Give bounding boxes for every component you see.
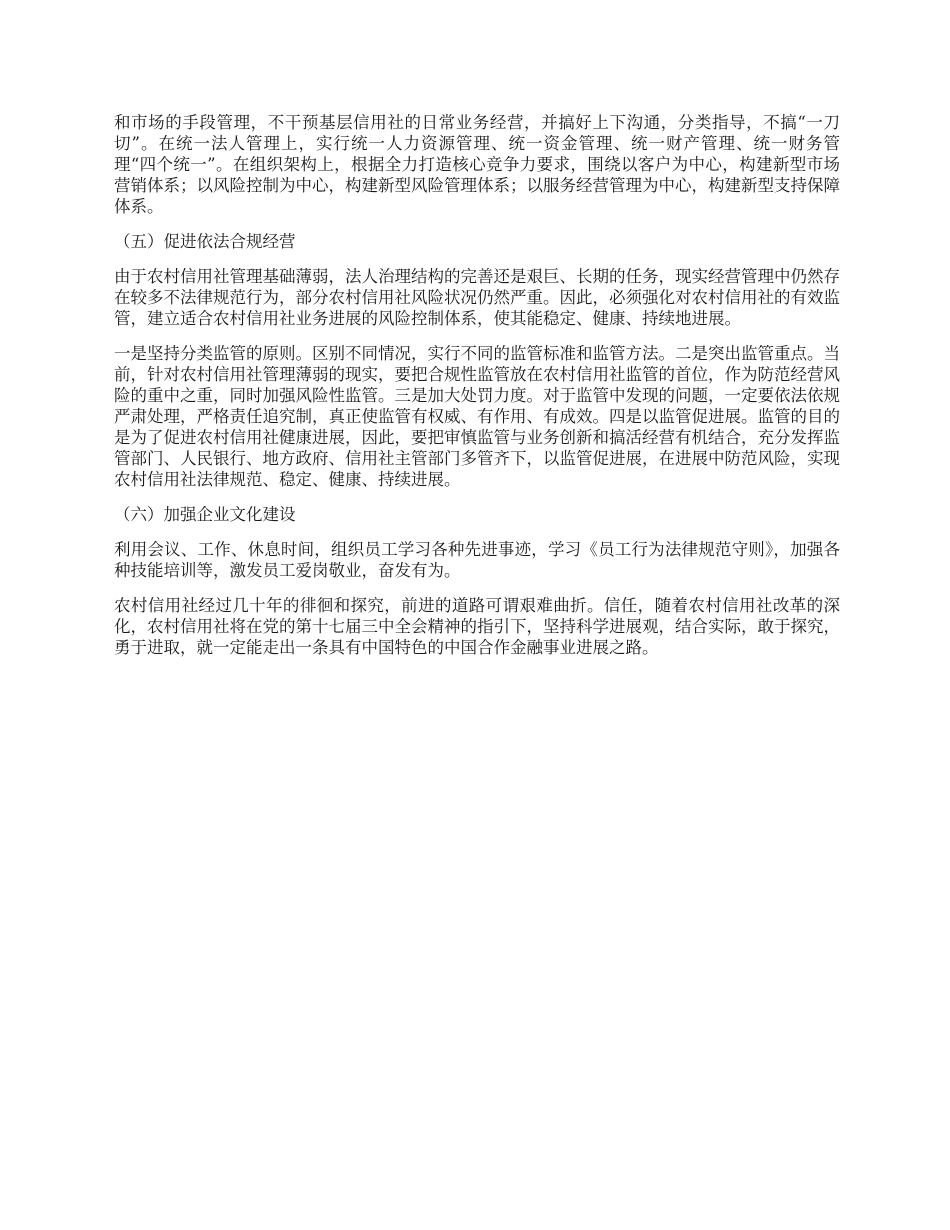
section-heading-culture: （六）加强企业文化建设 [114,505,296,524]
paragraph-culture-training: 利用会议、工作、休息时间，组织员工学习各种先进事迹，学习《员工行为法律规范守则》，加强各种技能培训等，激发员工爱岗敬业，奋发有为。 [114,540,840,580]
paragraph-compliance-intro: 由于农村信用社管理基础薄弱，法人治理结构的完善还是艰巨、长期的任务，现实经营管理中仍然存在较多不法律规范行为，部分农村信用社风险状况仍然严重。因此，必须强化对农村信用社的有效监管，建立适合农村信用社业务进展的风险控制体系，使其能稳定、健康、持续地进展。 [114,267,840,328]
paragraph-conclusion: 农村信用社经过几十年的徘徊和探究，前进的道路可谓艰难曲折。信任，随着农村信用社改革的深化，农村信用社将在党的第十七届三中全会精神的指引下，坚持科学进展观，结合实际，敢于探究，勇于进取，就一定能走出一条具有中国特色的中国合作金融事业进展之路。 [114,596,840,657]
document-body [114,112,840,672]
section-heading-compliance: （五）促进依法合规经营 [114,232,296,251]
paragraph-unified-management: 和市场的手段管理，不干预基层信用社的日常业务经营，并搞好上下沟通，分类指导，不搞“一刀切”。在统一法人管理上，实行统一人力资源管理、统一资金管理、统一财产管理、统一财务管理“四个统一”。在组织架构上，根据全力打造核心竞争力要求，围绕以客户为中心，构建新型市场营销体系；以风险控制为中心，构建新型风险管理体系；以服务经营管理为中心，构建新型支持保障体系。 [114,113,840,216]
paragraph-supervision-measures: 一是坚持分类监管的原则。区别不同情况，实行不同的监管标准和监管方法。二是突出监管重点。当前，针对农村信用社管理薄弱的现实，要把合规性监管放在农村信用社监管的首位，作为防范经营风险的重中之重，同时加强风险性监管。三是加大处罚力度。对于监管中发现的问题，一定要依法依规严肃处理，严格责任追究制，真正使监管有权威、有作用、有成效。四是以监管促进展。监管的目的是为了促进农村信用社健康进展，因此，要把审慎监管与业务创新和搞活经营有机结合，充分发挥监管部门、人民银行、地方政府、信用社主管部门多管齐下，以监管促进展，在进展中防范风险，实现农村信用社法律规范、稳定、健康、持续进展。 [114,344,840,489]
